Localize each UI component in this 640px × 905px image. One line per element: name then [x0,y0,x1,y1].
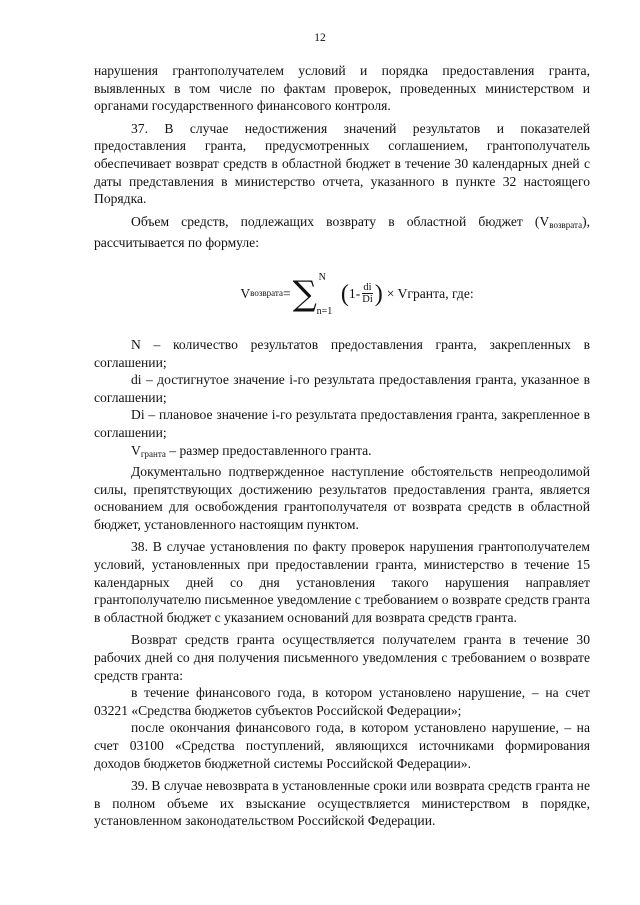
paragraph-text-before: Объем средств, подлежащих возврату в областной бюджет (V [131,213,550,229]
formula-rhs: × Vгранта, где: [386,286,474,302]
paragraph-38: 38. В случае установления по факту проверок нарушения грантополучателем условий, установленных при предоставлении гранта, министерство в течение 15 календарных дней со дня установления такого нарушения направляет грантополучателю письменное уведомление с требованием о возврате средств гранта в областной бюджет с указанием оснований для возврата средств гранта. [94,539,590,625]
paragraph-37: 37. В случае недостижения значений результатов и показателей предоставления гранта, предусмотренных соглашением, грантополучатель обеспечивает возврат средств в областной бюджет в течение 30 календарных дней с даты представления в министерство отчета, указанного в пункте 32 настоящего Порядка. [94,120,590,207]
paragraph-return-volume [94,213,590,252]
paragraph-text-after: ), рассчитывается по формуле: [94,213,590,251]
vgranta-rest: – размер предоставленного гранта. [165,442,372,458]
fraction-denominator: Di [362,294,373,306]
definition-vgranta [94,442,590,464]
definition-Di: Di – плановое значение i-го результата предоставления гранта, закрепленное в соглашении; [94,407,590,440]
paragraph-account-03221: в течение финансового года, в котором установлено нарушение, – на счет 03221 «Средства бюджетов субъектов Российской Федерации»; [94,685,590,718]
return-formula [124,264,590,324]
vgranta-sub: гранта [140,448,166,459]
fraction-numerator: di [363,282,372,294]
paragraph-force-majeure: Документально подтвержденное наступление обстоятельств непреодолимой силы, препятствующих достижению результатов предоставления гранта, является основанием для освобождения грантополучателя от возврата средств в областной бюджет, установленного настоящим пунктом. [94,464,590,532]
formula-lhs-sub: возврата [250,288,283,299]
definition-n: N – количество результатов предоставления гранта, закрепленных в соглашении; [94,336,590,370]
formula-one-minus: 1- [348,286,361,302]
paragraph-39: 39. В случае невозврата в установленные сроки или возврата средств гранта не в полном объеме их взыскание осуществляется министерством в порядке, установленном законодательством Российской Федерации. [94,778,590,829]
vgranta-var: V [131,442,141,458]
formula-lhs-var: V [240,286,251,302]
formula-eq: = [282,286,291,302]
definition-di: di – достигнутое значение i-го результата предоставления гранта, указанное в соглашении; [94,372,590,405]
paragraph-account-03100: после окончания финансового года, в котором установлено нарушение, – на счет 03100 «Средства поступлений, являющихся источниками формирования доходов бюджетов бюджетной системы Российской Федерации». [94,720,590,771]
formula-sum [292,271,333,318]
paragraph-continued: нарушения грантополучателем условий и порядка предоставления гранта, выявленных в том числе по фактам проверок, проведенных министерством и органами государственного финансового контроля. [94,63,590,114]
sum-lower-limit: n=1 [316,306,333,318]
paren-close: ) [374,280,383,307]
formula-fraction [362,282,373,305]
paren-open: ( [340,280,349,307]
sum-symbol: ∑ [292,273,317,314]
document-body [94,62,590,830]
page-number: 12 [314,32,326,44]
subscript-vozvrata: возврата [549,219,583,230]
paragraph-return-terms: Возврат средств гранта осуществляется получателем гранта в течение 30 рабочих дней со дня получения письменного уведомления с требованием о возврате средств гранта: [94,632,590,683]
sum-upper-limit: N [318,271,326,283]
